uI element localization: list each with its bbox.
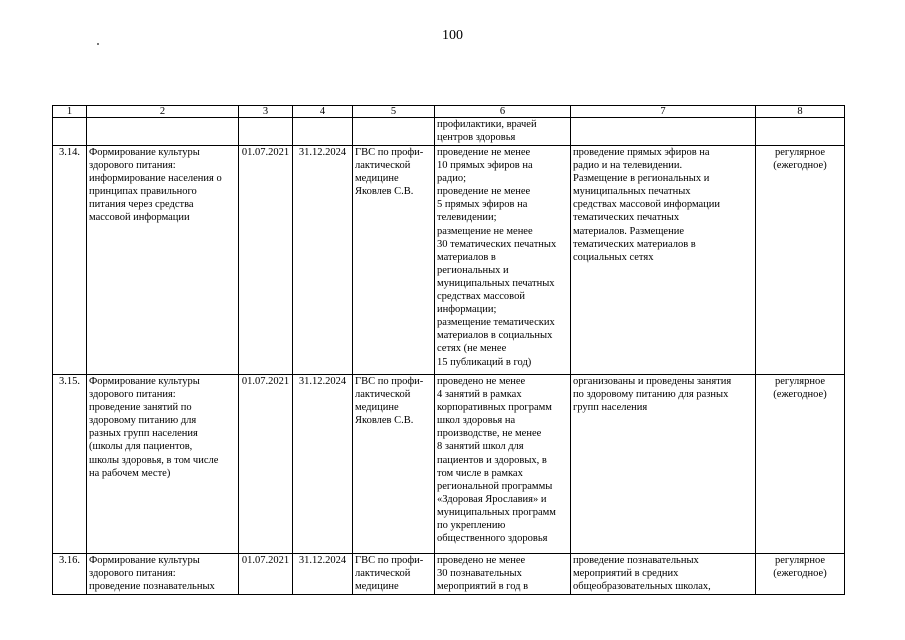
responsible-person: ГВС по профи- лактической медицине Яковлев С.В. bbox=[353, 375, 435, 554]
responsible-person: ГВС по профи- лактической медицине Яковлев С.В. bbox=[353, 146, 435, 375]
expected-result: организованы и проведены занятия по здоровому питанию для разных групп населения bbox=[571, 375, 756, 554]
activity-name: Формирование культуры здорового питания: проведение познавательных bbox=[87, 554, 239, 595]
empty-cell bbox=[571, 118, 756, 146]
start-date: 01.07.2021 bbox=[239, 375, 293, 554]
column-number-header: 8 bbox=[756, 106, 845, 118]
activity-name: Формирование культуры здорового питания: информирование населения о принципах правильного питания через средства массовой информации bbox=[87, 146, 239, 375]
indicator-cell: проведено не менее 30 познавательных мероприятий в год в bbox=[435, 554, 571, 595]
table-row bbox=[53, 375, 845, 554]
row-number: 3.16. bbox=[53, 554, 87, 595]
empty-cell bbox=[293, 118, 353, 146]
column-number-header: 2 bbox=[87, 106, 239, 118]
page-number: 100 bbox=[442, 28, 463, 43]
expected-result: проведение прямых эфиров на радио и на телевидении. Размещение в региональных и муниципальных печатных средствах массовой информации тематических печатных материалов. Размещение тематических материалов в социальных сетях bbox=[571, 146, 756, 375]
empty-cell bbox=[239, 118, 293, 146]
continuation-row bbox=[53, 118, 845, 146]
start-date: 01.07.2021 bbox=[239, 554, 293, 595]
indicator-cell: проведение не менее 10 прямых эфиров на радио; проведение не менее 5 прямых эфиров на телевидении; размещение не менее 30 тематических печатных материалов в региональных и муниципальных печатных средствах массовой информации; размещение тематических материалов в социальных сетях (не менее 15 публикаций в год) bbox=[435, 146, 571, 375]
empty-cell bbox=[87, 118, 239, 146]
activity-name: Формирование культуры здорового питания: проведение занятий по здоровому питанию для разных групп населения (школы для пациентов, школы здоровья, в том числе на рабочем месте) bbox=[87, 375, 239, 554]
row-number: 3.14. bbox=[53, 146, 87, 375]
periodicity: регулярное (ежегодное) bbox=[756, 146, 845, 375]
periodicity: регулярное (ежегодное) bbox=[756, 375, 845, 554]
column-number-header: 6 bbox=[435, 106, 571, 118]
end-date: 31.12.2024 bbox=[293, 146, 353, 375]
end-date: 31.12.2024 bbox=[293, 554, 353, 595]
empty-cell bbox=[756, 118, 845, 146]
column-number-header: 7 bbox=[571, 106, 756, 118]
indicator-cell: проведено не менее 4 занятий в рамках корпоративных программ школ здоровья на производстве, не менее 8 занятий школ для пациентов и здоровых, в том числе в рамках региональной программы «Здоровая Ярославия» и муниципальных программ по укреплению общественного здоровья bbox=[435, 375, 571, 554]
column-number-header: 3 bbox=[239, 106, 293, 118]
scan-speck bbox=[97, 43, 99, 45]
column-number-header: 4 bbox=[293, 106, 353, 118]
expected-result: проведение познавательных мероприятий в средних общеобразовательных школах, bbox=[571, 554, 756, 595]
row-number: 3.15. bbox=[53, 375, 87, 554]
indicator-cell: профилактики, врачей центров здоровья bbox=[435, 118, 571, 146]
start-date: 01.07.2021 bbox=[239, 146, 293, 375]
empty-cell bbox=[353, 118, 435, 146]
end-date: 31.12.2024 bbox=[293, 375, 353, 554]
plan-table bbox=[52, 105, 845, 595]
empty-cell bbox=[53, 118, 87, 146]
responsible-person: ГВС по профи- лактической медицине bbox=[353, 554, 435, 595]
table-row bbox=[53, 146, 845, 375]
column-number-header-row bbox=[53, 106, 845, 118]
table-row bbox=[53, 554, 845, 595]
column-number-header: 5 bbox=[353, 106, 435, 118]
column-number-header: 1 bbox=[53, 106, 87, 118]
periodicity: регулярное (ежегодное) bbox=[756, 554, 845, 595]
